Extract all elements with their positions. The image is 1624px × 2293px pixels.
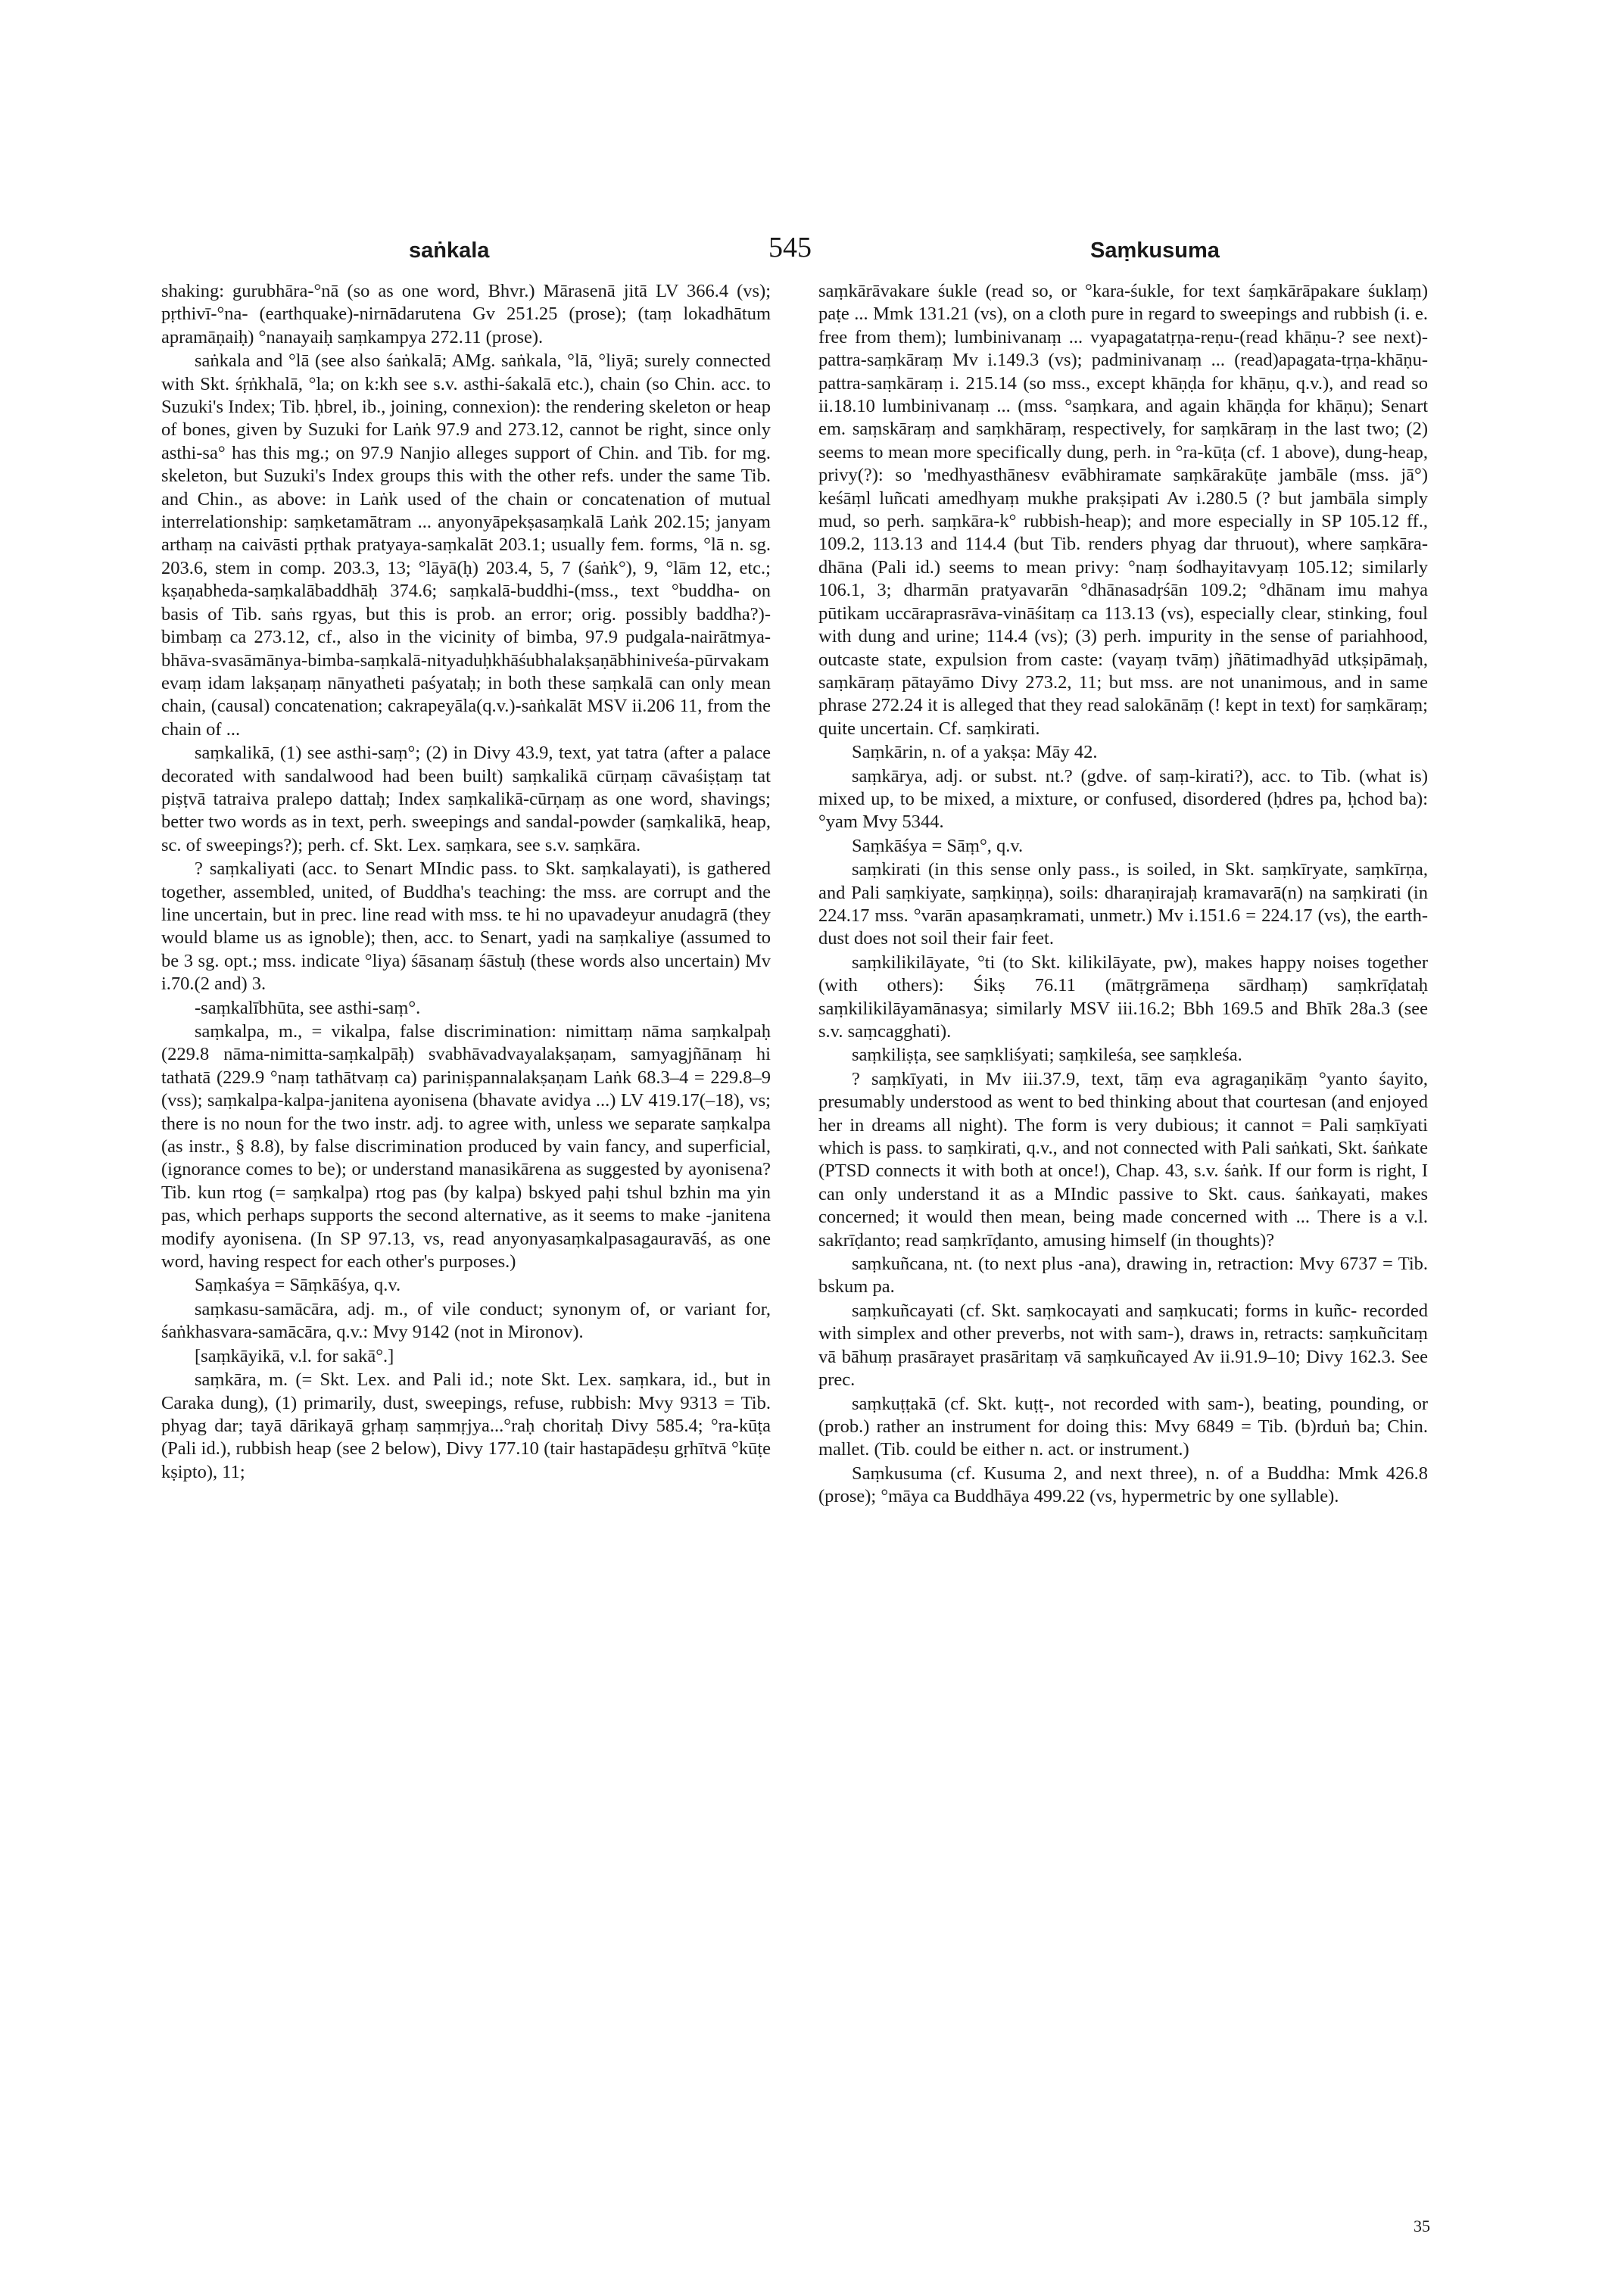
dictionary-entry: saṅkala and °lā (see also śaṅkalā; AMg. saṅkala, °lā, °liyā; surely connected with Skt. śṛṅkhalā, °la; on k:kh see s.v. asthi-śakalā etc.), chain (so Chin. acc. to Suzuki's Index; Tib. ḥbrel, ib., joining, connexion): the rendering skeleton or heap of bones, given by Suzuki for Laṅk 97.9 and 273.12, cannot be right, since only asthi-sa° has this mg.; on 97.9 Nanjio alleges support of Chin. and Tib. for mg. skeleton, but Suzuki's Index groups this with the other refs. under the same Tib. and Chin., as above: in Laṅk used of the chain or concatenation of mutual interrelationship: saṃketamātram ... anyonyāpekṣasaṃkalā Laṅk 202.15; janyam arthaṃ na caivāsti pṛthak pratyaya-saṃkalāt 203.1; usually fem. forms, °lā n. sg. 203.6, stem in comp. 203.3, 13; °lāyā(ḥ) 203.4, 5, 7 (śaṅk°), 9, °lām 12, etc.; kṣaṇabheda-saṃkalābaddhāḥ 374.6; saṃkalā-buddhi-(mss., text °buddha- on basis of Tib. saṅs rgyas, but this is prob. an error; orig. possibly baddha?)-bimbaṃ ca 273.12, cf., also in the vicinity of bimba, 97.9 pudgala-nairātmya-bhāva-svasāmānya-bimba-saṃkalā-nityaduḥkhāśubhalakṣaṇābhiniveśa-pūrvakam evaṃ idam lakṣaṇaṃ nānyatheti paśyataḥ; in both these saṃkalā can only mean chain, (causal) concatenation; cakrapeyāla(q.v.)-saṅkalāt MSV ii.206 11, from the chain of ... — [161, 350, 771, 740]
dictionary-entry: [saṃkāyikā, v.l. for sakā°.] — [195, 1345, 394, 1366]
left-headword: saṅkala — [409, 238, 490, 263]
dictionary-entry: ? saṃkaliyati (acc. to Senart MIndic pass. to Skt. saṃkalayati), is gathered together, assembled, united, of Buddha's teaching: the mss. are corrupt and the line uncertain, but in prec. line read with mss. te hi no upavadeyur anudagrā (they would blame us as ignoble); then, acc. to Senart, yadi na saṃkaliye (assumed to be 3 sg. opt.; mss. indicate °liya) śāsanaṃ śāstuḥ (these words also uncertain) Mv i.70.(2 and) 3. — [161, 858, 771, 995]
dictionary-entry: -saṃkalībhūta, see asthi-saṃ°. — [195, 997, 421, 1018]
dictionary-entry: saṃkiliṣṭa, see saṃkliśyati; saṃkileśa, see saṃkleśa. — [852, 1045, 1242, 1066]
dictionary-entry: saṃkārya, adj. or subst. nt.? (gdve. of saṃ-kirati?), acc. to Tib. (what is) mixed up, to be mixed, a mixture, or confused, disordered (ḥdres pa, ḥchod ba): °yam Mvy 5344. — [818, 765, 1428, 833]
left-column — [161, 280, 771, 2218]
dictionary-entry: saṃkasu-samācāra, adj. m., of vile conduct; synonym of, or variant for, śaṅkhasvara-samācāra, q.v.: Mvy 9142 (not in Mironov). — [161, 1298, 771, 1343]
right-column — [818, 280, 1428, 2218]
dictionary-entry: saṃkārāvakare śukle (read so, or °kara-śukle, for text śaṃkārāpakare śuklaṃ) paṭe ... Mmk 131.21 (vs), on a cloth pure in regard to sweepings and rubbish (i. e. free from them); lumbinivanaṃ ... vyapagatatṛṇa-reṇu-(read khāṇu-? see next)-pattra-saṃkāraṃ Mv i.149.3 (vs); padminivanaṃ ... (read)apagata-tṛṇa-khāṇu-pattra-saṃkāraṃ i. 215.14 (so mss., except khāṇḍa for khāṇu, q.v.), and read so ii.18.10 lumbinivanaṃ ... (mss. °saṃkara, and again khāṇḍa for khāṇu); Senart em. saṃskāraṃ and saṃkhāraṃ, respectively, for saṃkāraṃ in the last two; (2) seems to mean more specifically dung, perh. in °ra-kūṭa (cf. 1 above), dung-heap, privy(?): so 'medhyasthānesv evābhiramate saṃkārakūṭe jambāle (mss. jā°) keśāṃl luñcati amedhyaṃ mukhe prakṣipati Av i.280.5 (? but jambāla simply mud, so perh. saṃkāra-k° rubbish-heap); and more especially in SP 105.12 ff., 109.2, 113.13 and 114.4 (but Tib. renders phyag dar thruout), where saṃkāra-dhāna (Pali id.) seems to mean privy: °naṃ śodhayitavyaṃ 105.12; similarly 106.1, 3; dharmān pratyavarān °dhānasadṛśān 109.2; °dhānam imu mahya pūtikam uccāraprasrāva-vināśitaṃ ca 113.13 (vs), especially clear, stinking, foul with dung and urine; 114.4 (vs); (3) perh. impurity in the sense of pariahhood, outcaste state, expulsion from caste: (vayaṃ tvāṃ) jñātimadhyād utkṣipāmaḥ, saṃkāraṃ pātayāmo Divy 273.2, 11; but mss. are not unanimous, and in same phrase 272.24 it is alleged that they read salokānāṃ (! kept in text) for saṃkāraṃ; quite uncertain. Cf. saṃkirati. — [818, 281, 1428, 739]
dictionary-entry: saṃkuṭṭakā (cf. Skt. kuṭṭ-, not recorded with sam-), beating, pounding, or (prob.) rather an instrument for doing this: Mvy 6849 = Tib. (b)rduṅ ba; Chin. mallet. (Tib. could be either n. act. or instrument.) — [818, 1393, 1428, 1460]
running-header — [379, 231, 1575, 269]
dictionary-entry: Saṃkusuma (cf. Kusuma 2, and next three), n. of a Buddha: Mmk 426.8 (prose); °māya ca Buddhāya 499.22 (vs, hypermetric by one syllable). — [818, 1463, 1428, 1507]
dictionary-entry: Saṃkāśya = Sāṃ°, q.v. — [852, 835, 1024, 856]
page-number: 545 — [768, 232, 812, 263]
dictionary-entry: saṃkilikilāyate, °ti (to Skt. kilikilāyate, pw), makes happy noises together (with others): Śikṣ 76.11 (mātṛgrāmeṇa sārdhaṃ) saṃkrīḍataḥ saṃkilikilāyamānasya; similarly MSV iii.16.2; Bbh 169.5 and Bhīk 28a.3 (see s.v. saṃcagghati). — [818, 952, 1428, 1042]
dictionary-entry: shaking: gurubhāra-°nā (so as one word, Bhvr.) Mārasenā jitā LV 366.4 (vs); pṛthivī-°na- (earthquake)-nirnādarutena Gv 251.25 (prose); (taṃ lokadhātum apramāṇaiḥ) °nanayaiḥ saṃkampya 272.11 (prose). — [161, 281, 771, 347]
dictionary-entry: saṃkirati (in this sense only pass., is soiled, in Skt. saṃkīryate, saṃkīrṇa, and Pali saṃkiyate, saṃkiṇṇa), soils: dharaṇirajaḥ kramavarā(n) na saṃkirati (in 224.17 mss. °varān apasaṃkramati, unmetr.) Mv i.151.6 = 224.17 (vs), the earth-dust does not soil their fair feet. — [818, 859, 1428, 949]
dictionary-entry: Saṃkaśya = Sāṃkāśya, q.v. — [195, 1275, 401, 1296]
signature-mark: 35 — [1414, 2217, 1430, 2235]
dictionary-entry: saṃkalikā, (1) see asthi-saṃ°; (2) in Divy 43.9, text, yat tatra (after a palace decorated with sandalwood had been built) saṃkalikā cūrṇaṃ cāvaśiṣṭaṃ tat piṣṭvā tatraiva pralepo dattaḥ; Index saṃkalikā-cūrṇaṃ as one word, shavings; better two words as in text, perh. sweepings and sandal-powder (saṃkalikā, heap, sc. of sweepings?); perh. cf. Skt. Lex. saṃkara, see s.v. saṃkāra. — [161, 743, 771, 855]
dictionary-entry: saṃkuñcayati (cf. Skt. saṃkocayati and saṃkucati; forms in kuñc- recorded with simplex and other preverbs, not with sam-), draws in, retracts: saṃkuñcitaṃ vā bāhuṃ prasārayet prasāritaṃ vā saṃkuñcayed Av ii.91.9–10; Divy 162.3. See prec. — [818, 1300, 1428, 1391]
dictionary-entry: saṃkalpa, m., = vikalpa, false discrimination: nimittaṃ nāma saṃkalpaḥ (229.8 nāma-nimitta-saṃkalpāḥ) svabhāvadvayalakṣaṇam, samyagjñānaṃ hi tathatā (229.9 °naṃ tathātvaṃ ca) pariniṣpannalakṣaṇam Laṅk 68.3–4 = 229.8–9 (vss); saṃkalpa-kalpa-janitena ayonisena (bhavate avidya ...) LV 419.17(–18), vs; there is no noun for the two instr. adj. to agree with, unless we separate saṃkalpa (as instr., § 8.8), by false discrimination produced by vain fancy, and superficial, (ignorance comes to be); or understand manasikārena as suggested by ayonisena? Tib. kun rtog (= saṃkalpa) rtog pas (by kalpa) bskyed paḥi tshul bzhin ma yin pas, which perhaps supports the second alternative, as it seems to make -janitena modify ayonisena. (In SP 97.13, vs, read anyonyasaṃkalpasagauravāś, as one word, having respect for each other's purposes.) — [161, 1021, 771, 1273]
dictionary-entry: ? saṃkīyati, in Mv iii.37.9, text, tāṃ eva agragaṇikāṃ °yanto śayito, presumably understood as went to bed thinking about that courtesan (and enjoyed her in dreams all night). The form is very dubious; it cannot = Pali saṃkīyati which is pass. to saṃkirati, q.v., and not connected with Pali saṅkati, Skt. śaṅkate (PTSD connects it with both at once!), Chap. 43, s.v. śaṅk. If our form is right, I can only understand it as a MIndic passive to Skt. caus. śaṅkayati, makes concerned; it would then mean, being made concerned with ... There is a v.l. sakrīḍanto; read saṃkrīḍanto, amusing himself (in thoughts)? — [818, 1068, 1428, 1251]
dictionary-entry: Saṃkārin, n. of a yakṣa: Māy 42. — [852, 742, 1098, 763]
right-headword: Saṃkusuma — [1090, 238, 1220, 263]
dictionary-entry: saṃkuñcana, nt. (to next plus -ana), drawing in, retraction: Mvy 6737 = Tib. bskum pa. — [818, 1254, 1428, 1298]
dictionary-entry: saṃkāra, m. (= Skt. Lex. and Pali id.; note Skt. Lex. saṃkara, id., but in Caraka dung), (1) primarily, dust, sweepings, refuse, rubbish: Mvy 9313 = Tib. phyag dar; tayā dārikayā gṛhaṃ saṃmṛjya...°raḥ choritaḥ Divy 585.4; °ra-kūṭa (Pali id.), rubbish heap (see 2 below), Divy 177.10 (tair hastapādeṣu gṛhītvā °kūṭe kṣipto), 11; — [161, 1369, 771, 1482]
